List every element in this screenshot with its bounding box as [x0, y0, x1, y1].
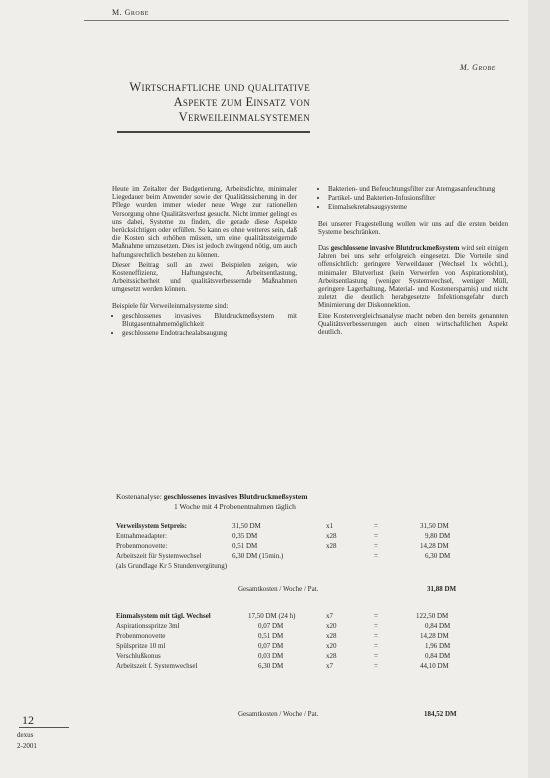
list-item: • Partikel- und Bakterien-Infusionsfilter — [328, 194, 508, 202]
cost-item-price: 6,30 DM (15min.) — [232, 552, 284, 560]
cost-item-total: 0,84 DM — [425, 652, 451, 660]
cost-item-qty: x28 — [326, 632, 337, 640]
cost-analysis-title: Kostenanalyse: geschlossenes invasives Blutdruckmeßsystem — [116, 492, 308, 501]
cost-item-qty: x1 — [326, 522, 333, 530]
cost-item-eq: = — [374, 652, 378, 660]
cost-item-name: Arbeitszeit f. Systemwechsel — [116, 662, 198, 670]
list-item: • geschlossenes invasives Blutdruckmeßsystem mit Blutgasentnahmemöglichkeit — [122, 312, 297, 328]
cost-item-total: 44,10 DM — [420, 662, 449, 670]
cost-item-eq: = — [374, 532, 378, 540]
cost-item-price: 0,07 DM — [258, 622, 284, 630]
total-value: 31,88 DM — [427, 585, 457, 593]
cost-item-eq: = — [374, 622, 378, 630]
list-item: • Einmalsekretabsaugsysteme — [328, 203, 508, 211]
paragraph-purpose: Dieser Beitrag soll an zwei Beispielen zeigen, wie Kosteneffizienz, Haftungsrecht, Arbeitsentlastung, Arbeitssicherheit und qualitätsverbessernde Maßnahmen umgesetzt werden können. — [112, 260, 297, 294]
list-intro: Beispiele für Verweileinmalsysteme sind: — [112, 301, 229, 310]
page-number: 12 — [22, 713, 34, 727]
cost-item-eq: = — [374, 632, 378, 640]
title-rule — [117, 131, 310, 133]
paragraph-intro: Heute im Zeitalter der Budgetierung, Arbeitsdichte, minimaler Liegedauer beim Anwender sowie der Qualitätssicherung in der Pflege wurden immer wieder neue Wege zur rationellen Versorgung ohne Qualitätsverlust gesucht. Nicht immer gelingt es uns dabei, Systeme zu finden, die gerade diese Aspekte berücksichtigen oder erfüllen. So kann es ohne weiteres sein, daß die Kosten sich erhöhen müssen, um eine qualitätssteigernde Maßnahme umzusetzen. Dies ist jedoch zwingend nötig, um auch haftungsrechtlich bestehen zu können. — [112, 185, 297, 259]
paragraph-system: Das geschlossene invasive Blutdruckmeßsystem wird seit einigen Jahren bei uns sehr erfolgreich eingesetzt. Die Vorteile sind offensichtlich: geringere Verweildauer (Wechsel 1x wöchtl.), minimaler Blutverlust (kein Verwerfen von Aspirationsblut), Arbeitsentlastung (weniger Systemwechsel, weniger Müll, geringere Lagerhaltung, Material- und Kostenersparnis) und nicht zuletzt die deutlich herabgesetzte Infektionsgefahr durch Minimierung der Diskonnektion. — [318, 244, 509, 310]
cost-item-price: 0,51 DM — [232, 542, 258, 550]
cost-item-price: 0,51 DM — [258, 632, 284, 640]
cost-item-total: 9,80 DM — [425, 532, 451, 540]
cost-item-name: Verschlußkonus — [116, 652, 161, 660]
cost-item-price: 6,30 DM — [258, 662, 284, 670]
cost-item-qty: x20 — [326, 622, 337, 630]
cost-item-price: 17,50 DM (24 h) — [248, 612, 296, 620]
cost-item-qty: x28 — [326, 652, 337, 660]
examples-list-continued — [318, 185, 508, 212]
cost-item-total: 1,96 DM — [425, 642, 451, 650]
cost-item-price: 0,03 DM — [258, 652, 284, 660]
cost-item-qty: x7 — [326, 662, 333, 670]
page-edge-shadow — [528, 0, 550, 778]
cost-item-eq: = — [374, 552, 378, 560]
cost-item-name: Probenmonovette: — [116, 542, 168, 550]
list-item: • geschlossene Endotrachealabsaugung — [122, 329, 297, 337]
cost-item-eq: = — [374, 522, 378, 530]
cost-item-eq: = — [374, 612, 378, 620]
cost-item-name: Arbeitszeit für Systemwechsel — [116, 552, 202, 560]
cost-item-qty: x20 — [326, 642, 337, 650]
cost-item-eq: = — [374, 642, 378, 650]
cost-item-total: 6,30 DM — [425, 552, 451, 560]
total-label: Gesamtkosten / Woche / Pat. — [238, 585, 319, 593]
cost-item-qty: x28 — [326, 542, 337, 550]
total-label: Gesamtkosten / Woche / Pat. — [238, 710, 319, 718]
cost-item-name: Entnahmeadapter: — [116, 532, 167, 540]
cost-item-name: Spülspritze 10 ml — [116, 642, 166, 650]
cost-item-price: 0,35 DM — [232, 532, 258, 540]
journal-issue: 2-2001 — [17, 742, 37, 750]
left-column — [112, 185, 297, 343]
cost-item-name: Verweilsystem Setpreis: — [116, 522, 187, 530]
right-column — [318, 185, 508, 338]
cost-item-total: 14,28 DM — [420, 632, 449, 640]
cost-item-name: Aspirationsspritze 3ml — [116, 622, 180, 630]
cost-item-name: Probenmonovette — [116, 632, 166, 640]
title-line-3: Verweileinmalsystemen — [178, 110, 310, 124]
author-label: M. Grobe — [460, 63, 496, 72]
cost-item-qty: x28 — [326, 532, 337, 540]
cost-item-eq: = — [374, 542, 378, 550]
list-item: • Bakterien- und Befeuchtungsfilter zur Atemgasanfeuchtung — [328, 185, 508, 193]
cost-item-eq: = — [374, 662, 378, 670]
paragraph-analysis: Eine Kostenvergleichsanalyse macht neben den bereits genannten Qualitätsverbesserungen auch einen wirtschaftlichen Aspekt deutlich. — [318, 311, 508, 337]
cost-item-price: 0,07 DM — [258, 642, 284, 650]
title-line-2: Aspekte zum Einsatz von — [173, 95, 310, 109]
cost-item-total: 31,50 DM — [420, 522, 449, 530]
title-line-1: Wirtschaftliche und qualitative — [129, 80, 310, 94]
cost-analysis-subtitle: 1 Woche mit 4 Probenentnahmen täglich — [174, 502, 296, 511]
total-value: 184,52 DM — [424, 710, 457, 718]
paragraph-scope: Bei unserer Fragestellung wollen wir uns auf die ersten beiden Systeme beschränken. — [318, 219, 508, 236]
cost-item-total: 0,84 DM — [425, 622, 451, 630]
system-name: geschlossene invasive Blutdruckmeßsystem — [330, 244, 460, 253]
cost-item-total: 122,50 DM — [416, 612, 449, 620]
cost-item-name: Einmalsystem mit tägl. Wechsel — [116, 612, 211, 620]
cost-item-total: 14,28 DM — [420, 542, 449, 550]
cost-item-qty: x7 — [326, 612, 333, 620]
running-header-left: M. Grobe — [112, 8, 149, 17]
article-title — [80, 80, 310, 125]
header-rule — [84, 20, 509, 21]
footer-rule — [19, 727, 69, 728]
cost-note: (als Grundlage Kr 5 Stundenvergütung) — [116, 562, 228, 570]
journal-name: dexus — [17, 731, 34, 739]
cost-item-price: 31,50 DM — [232, 522, 261, 530]
examples-list — [112, 312, 297, 338]
